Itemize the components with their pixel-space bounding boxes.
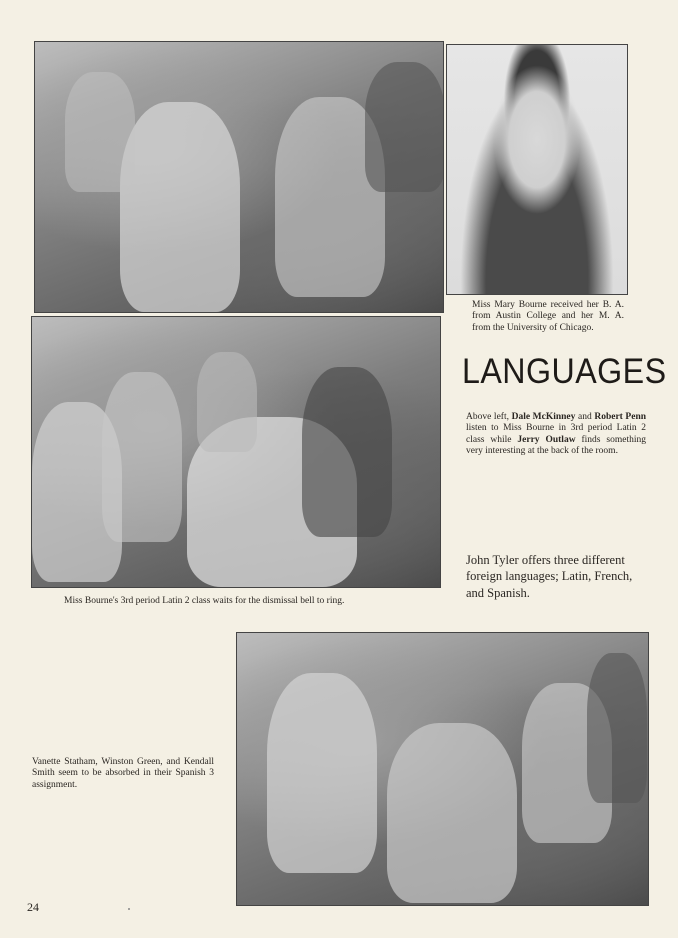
student-figure: [365, 62, 444, 192]
caption-text: and: [575, 412, 595, 422]
photo-spanish-class: [236, 632, 649, 906]
caption-text: Above left,: [466, 412, 512, 422]
caption-name: Jerry Outlaw: [517, 434, 576, 445]
student-figure: [120, 102, 240, 312]
caption-above-left: [466, 412, 646, 458]
caption-name: Dale McKinney: [511, 412, 576, 422]
caption-text: finds something very interesting at the back of the room.: [466, 434, 646, 457]
photo-students-listening: [34, 41, 444, 313]
caption-text: listen to Miss Bourne in 3rd period Latin 2 class while: [466, 423, 646, 445]
caption-latin-class: Miss Bourne's 3rd period Latin 2 class waits for the dismissal bell to ring.: [64, 596, 345, 606]
photo-mary-bourne-portrait: [446, 44, 628, 295]
caption-name: Robert Penn: [594, 412, 647, 422]
print-speck: [128, 908, 130, 910]
caption-spanish-class: Vanette Statham, Winston Green, and Kendall Smith seem to be absorbed in their Spanish 3 assignment.: [32, 757, 214, 790]
student-figure: [197, 352, 257, 452]
student-figure: [587, 653, 647, 803]
student-figure: [267, 673, 377, 873]
student-figure: [65, 72, 135, 192]
student-figure: [302, 367, 392, 537]
student-figure: [387, 723, 517, 903]
caption-bourne-bio: Miss Mary Bourne received her B. A. from Austin College and her M. A. from the University of Chicago.: [472, 300, 624, 333]
student-figure: [102, 372, 182, 542]
page-number: 24: [27, 900, 39, 914]
page-title: LANGUAGES: [462, 352, 667, 391]
photo-latin-class: [31, 316, 441, 588]
section-intro: John Tyler offers three different foreign languages; Latin, French, and Spanish.: [466, 553, 633, 600]
